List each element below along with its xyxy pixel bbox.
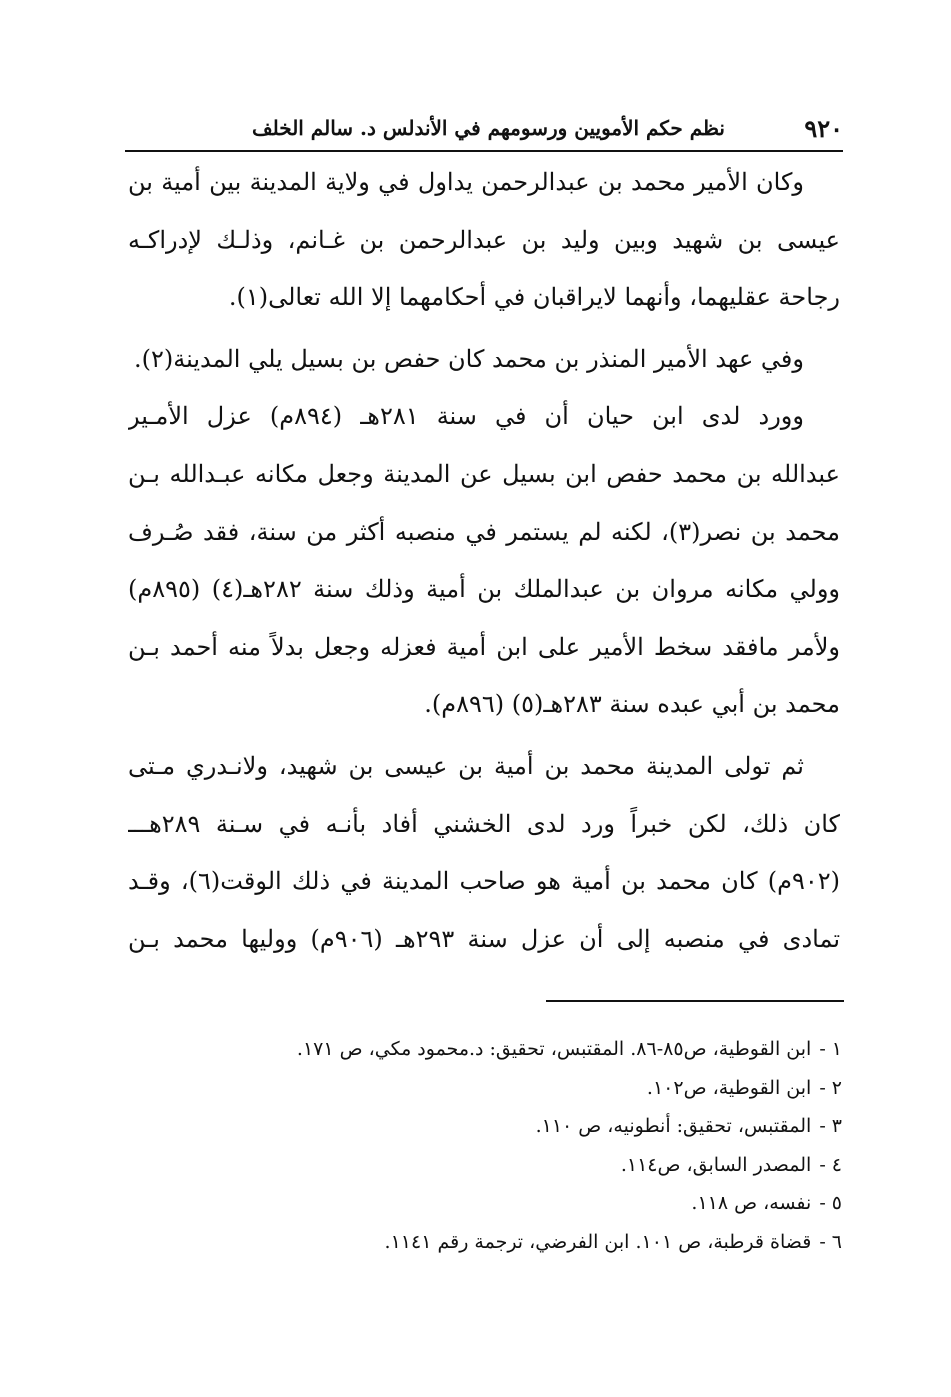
footnote-text: نفسه، ص ١١٨. bbox=[691, 1192, 812, 1214]
paragraph-4 bbox=[128, 738, 840, 968]
body-text bbox=[128, 154, 840, 968]
text-line: محمد بن نصر(٣)، لكنه لم يستمر في منصبه أكثر من سنة، فقد صُـرف bbox=[128, 517, 840, 546]
text-line: وولي مكانه مروان بن عبدالملك بن أمية وذلك سنة ٢٨٢هـ(٤) (٨٩٥م) bbox=[128, 575, 840, 604]
running-title: نظم حكم الأمويين ورسومهم في الأندلس د. سالم الخلف bbox=[251, 116, 725, 140]
text-line: عبدالله بن محمد حفص ابن بسيل عن المدينة وجعل مكانه عبـدالله بـن bbox=[128, 459, 840, 488]
text-line: تمادى في منصبه إلى أن عزل سنة ٢٩٣هـ (٩٠٦م) ووليها محمد بـن bbox=[128, 924, 840, 953]
footnote-text: ابن القوطية، ص١٠٢. bbox=[646, 1076, 812, 1099]
footnote-text: المصدر السابق، ص١١٤. bbox=[620, 1153, 812, 1176]
footnote bbox=[128, 1069, 842, 1108]
footnote-text: قضاة قرطبة، ص ١٠١. ابن الفرضي، ترجمة رقم ١١٤١. bbox=[384, 1230, 812, 1253]
footnotes bbox=[128, 1030, 842, 1261]
page-number: ٩٢٠ bbox=[804, 114, 843, 143]
text-line: وكان الأمير محمد بن عبدالرحمن يداول في ولاية المدينة بين أمية بن bbox=[128, 168, 804, 196]
footnote-text: ابن القوطية، ص٨٥-٨٦. المقتبس، تحقيق: د.محمود مكي، ص ١٧١. bbox=[296, 1038, 812, 1060]
paragraph-1 bbox=[128, 154, 840, 327]
footnote-text: المقتبس، تحقيق: أنطونيه، ص ١١٠. bbox=[535, 1115, 812, 1137]
footnote-rule bbox=[546, 1000, 844, 1002]
text-line: كان ذلك، لكن خبراً ورد لدى الخشني أفاد بأنـه في سـنة ٢٨٩هـــ bbox=[128, 809, 840, 838]
header-rule bbox=[125, 150, 843, 152]
footnote bbox=[128, 1107, 842, 1146]
text-line: ثم تولى المدينة محمد بن أمية بن عيسى بن شهيد، ولانـدري مـتى bbox=[128, 751, 804, 780]
text-line: (٩٠٢م) كان محمد بن أمية هو صاحب المدينة في ذلك الوقت(٦)، وقـد bbox=[128, 867, 840, 896]
footnote bbox=[128, 1184, 842, 1223]
text-line: وفي عهد الأمير المنذر بن محمد كان حفص بن بسيل يلي المدينة(٢). bbox=[133, 344, 804, 373]
text-line: ولأمر مافقد سخط الأمير على ابن أمية فعزله وجعل بدلاً منه أحمد بـن bbox=[128, 632, 840, 661]
footnote bbox=[128, 1030, 842, 1069]
page-header bbox=[125, 112, 843, 148]
text-line: محمد بن أبي عبده سنة ٢٨٣هـ(٥) (٨٩٦م). bbox=[424, 690, 840, 719]
footnote bbox=[128, 1146, 842, 1185]
footnote-number: ٥ - bbox=[819, 1192, 842, 1214]
footnote-number: ٦ - bbox=[819, 1230, 842, 1253]
text-line: عيسى بن شهيد وبين وليد بن عبدالرحمن بن غـانم، وذلـك لإدراكـه bbox=[128, 225, 840, 254]
text-line: رجاحة عقليهما، وأنهما لايراقبان في أحكامهما إلا الله تعالى(١). bbox=[228, 283, 840, 312]
footnote bbox=[128, 1223, 842, 1262]
paragraph-3 bbox=[128, 388, 840, 734]
footnote-number: ٣ - bbox=[819, 1115, 842, 1137]
paragraph-2 bbox=[128, 331, 840, 389]
footnote-number: ١ - bbox=[819, 1038, 842, 1060]
footnote-number: ٤ - bbox=[819, 1153, 842, 1176]
footnote-number: ٢ - bbox=[819, 1076, 842, 1099]
text-line: وورد لدى ابن حيان أن في سنة ٢٨١هـ (٨٩٤م) عزل الأمـير bbox=[128, 402, 804, 431]
